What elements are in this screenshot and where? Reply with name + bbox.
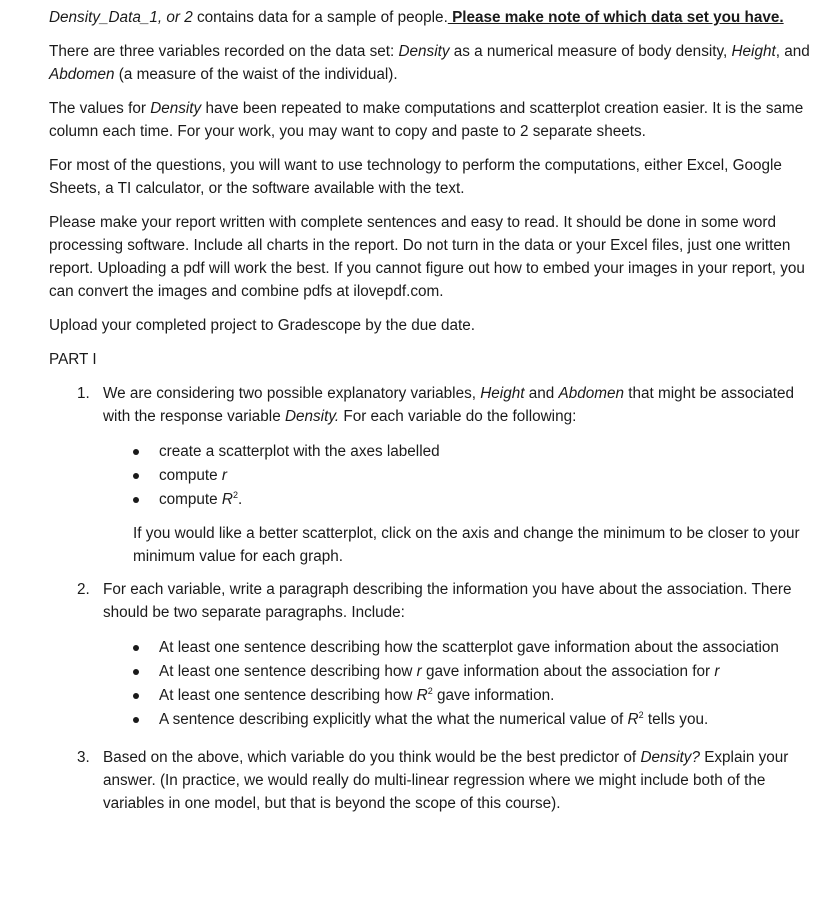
question-number: 1. (77, 385, 90, 402)
list-item: At least one sentence describing how $R^2$ gave information. (103, 684, 814, 708)
list-item: compute $R^2$. (103, 488, 814, 512)
question-3: 3. Based on the above, which variable do you think would be the best predictor of Density? Explain your answer. (In practice, we would really do multi-linear regression where we might include both of the variables in one model, but that is beyond the scope of this course). (49, 746, 814, 815)
upload-paragraph: Upload your completed project to Gradescope by the due date. (49, 317, 476, 334)
list-item: create a scatterplot with the axes labelled (103, 440, 814, 464)
dataset-name: Density_Data_1, (49, 9, 163, 26)
list-item: A sentence describing explicitly what the what the numerical value of $R^2$ tells you. (103, 708, 814, 732)
q2-bullets (103, 636, 814, 732)
question-number: 2. (77, 581, 90, 598)
scatterplot-note: If you would like a better scatterplot, click on the axis and change the minimum to be closer to your minimum value for each graph. (133, 525, 800, 565)
q1-bullets (103, 440, 814, 512)
intro-paragraph: Density_Data_1, or 2 contains data for a sample of people. Please make note of which data set you have. (49, 9, 784, 26)
list-item: compute r (103, 464, 814, 488)
question-number: 3. (77, 749, 90, 766)
question-list (49, 382, 814, 815)
repeat-paragraph: The values for Density have been repeated to make computations and scatterplot creation easier. It is the same column each time. For your work, you may want to copy and paste to 2 separate sheets. (49, 100, 804, 140)
question-1: 1. We are considering two possible explanatory variables, Height and Abdomen that might be associated with the response variable Density. For each variable do the following: create a scatterplot with the axes labelled compute r compute $R^2$. If you would like a better scatterplot, click on the axis and change the minimum to be closer to your minimum value for each graph. (49, 382, 814, 568)
part-heading: PART I (49, 351, 97, 368)
dataset-note: Please make note of which data set you have. (447, 9, 784, 26)
variables-paragraph: There are three variables recorded on the data set: Density as a numerical measure of body density, Height, and Abdomen (a measure of the waist of the individual). (49, 43, 810, 83)
report-paragraph: Please make your report written with complete sentences and easy to read. It should be done in some word processing software. Include all charts in the report. Do not turn in the data or your Excel files, just one written report. Uploading a pdf will work the best. If you cannot figure out how to embed your images in your report, you can convert the images and combine pdfs at ilovepdf.com. (49, 214, 805, 300)
question-2: 2. For each variable, write a paragraph describing the information you have about the association. There should be two separate paragraphs. Include: At least one sentence describing how the scatterplot gave information about the association At least one sentence describing how r gave information about the association for r At least one sentence describing how $R^2$ gave information. A sentence describing explicitly what the what the numerical value of $R^2$ tells you. (49, 578, 814, 732)
list-item: At least one sentence describing how the scatterplot gave information about the association (103, 636, 814, 660)
list-item: At least one sentence describing how r gave information about the association for r (103, 660, 814, 684)
technology-paragraph: For most of the questions, you will want to use technology to perform the computations, either Excel, Google Sheets, a TI calculator, or the software available with the text. (49, 157, 782, 197)
